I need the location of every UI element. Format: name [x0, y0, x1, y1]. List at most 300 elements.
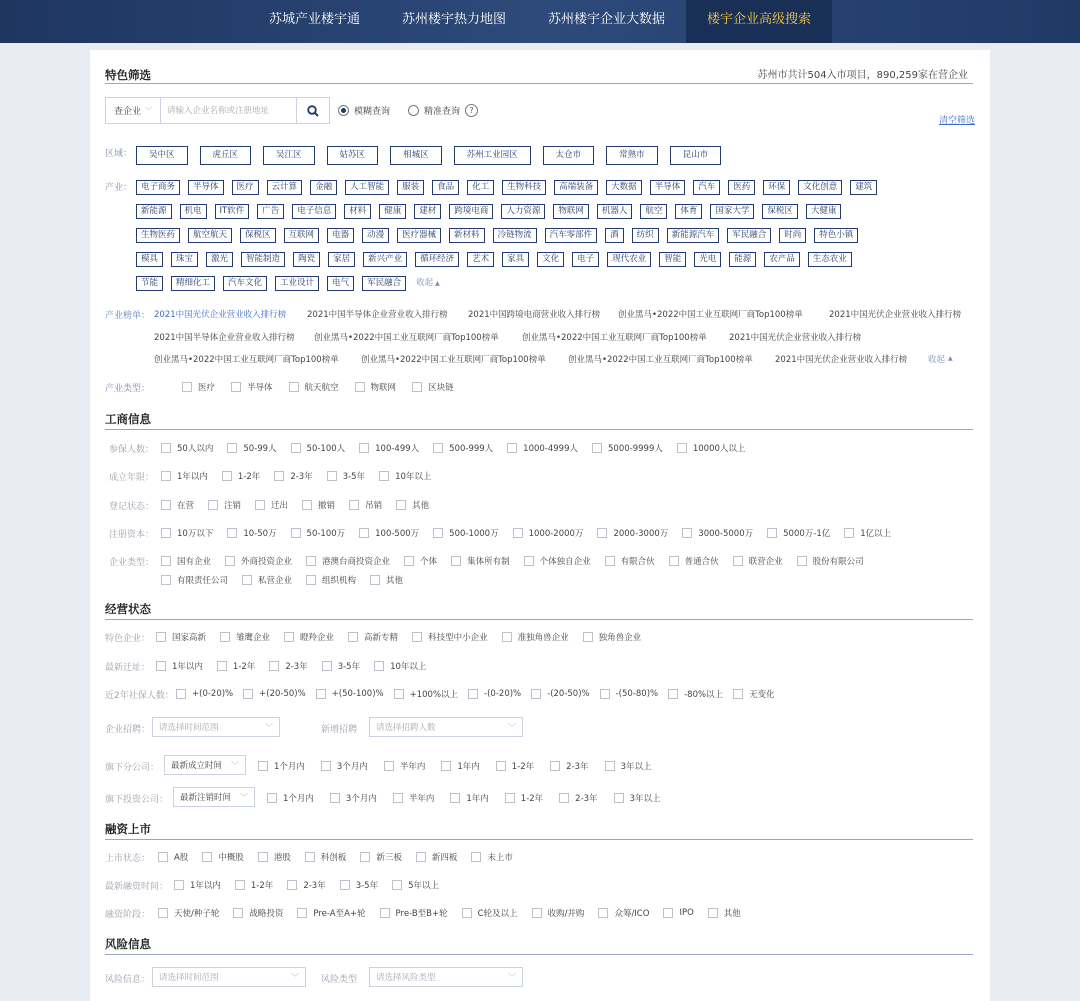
industry-tag[interactable]: 跨境电商: [449, 204, 493, 219]
checkbox-option[interactable]: [433, 527, 498, 539]
checkbox-icon: [291, 443, 301, 453]
checkbox-option[interactable]: [733, 688, 775, 700]
industry-tag-row: [136, 228, 866, 243]
checkbox-icon: [161, 556, 171, 566]
checkbox-option[interactable]: [217, 660, 255, 672]
checkbox-option[interactable]: [797, 555, 864, 567]
checkbox-icon: [158, 908, 168, 918]
checkbox-label: 10000人以上: [692, 444, 746, 454]
industry-tag[interactable]: 新材料: [449, 228, 485, 243]
checkbox-option[interactable]: [531, 689, 589, 699]
industry-tag[interactable]: 材料: [344, 204, 371, 219]
ranking-link[interactable]: 创业黑马•2022中国工业互联网厂商Top100榜单: [314, 333, 499, 343]
checkbox-option[interactable]: [274, 470, 312, 482]
checkbox-row: [161, 527, 905, 539]
checkbox-option[interactable]: [392, 879, 439, 891]
checkbox-option[interactable]: [532, 907, 585, 919]
checkbox-option[interactable]: [161, 527, 213, 539]
area-tag[interactable]: 姑苏区: [327, 146, 379, 165]
checkbox-label: 个体独自企业: [539, 557, 591, 567]
industry-tag[interactable]: 电子: [572, 252, 599, 267]
checkbox-option[interactable]: [682, 527, 753, 539]
industry-tag[interactable]: 体育: [675, 204, 702, 219]
ranking-link[interactable]: 2021中国光伏企业营业收入排行榜: [829, 310, 962, 320]
industry-tag[interactable]: 半导体: [650, 180, 686, 195]
checkbox-option[interactable]: [708, 907, 741, 919]
branch-label: 旗下分公司：: [105, 763, 160, 773]
checkbox-option[interactable]: [614, 792, 661, 804]
invest-time-select[interactable]: 最新注销时间 ﹀: [173, 787, 255, 807]
risk-time-select[interactable]: 请选择时间范围 ﹀: [152, 967, 306, 987]
industry-tag[interactable]: 现代农业: [607, 252, 651, 267]
industry-tag[interactable]: 金融: [310, 180, 337, 195]
nav-item[interactable]: 苏城产业楼宇通: [268, 12, 360, 27]
industry-type-options: [182, 381, 470, 393]
industry-tag[interactable]: 模具: [136, 252, 163, 267]
checkbox-option[interactable]: [302, 499, 335, 511]
checkbox-option[interactable]: [597, 527, 668, 539]
ranking-link[interactable]: 创业黑马•2022中国工业互联网厂商Top100榜单: [618, 310, 803, 320]
checkbox-option[interactable]: [227, 527, 276, 539]
industry-tag[interactable]: 化工: [467, 180, 494, 195]
industry-tag[interactable]: 服装: [397, 180, 424, 195]
checkbox-option[interactable]: [668, 688, 723, 700]
industry-tag[interactable]: 酒: [605, 228, 624, 243]
checkbox-option[interactable]: [182, 381, 215, 393]
checkbox-option[interactable]: [416, 851, 458, 863]
checkbox-label: 3-5年: [355, 881, 379, 891]
ranking-collapse-toggle[interactable]: 收起: [928, 355, 946, 365]
checkbox-option[interactable]: [287, 879, 325, 891]
checkbox-option[interactable]: [663, 908, 693, 918]
checkbox-option[interactable]: [496, 760, 534, 772]
industry-tag[interactable]: 军民融合: [362, 276, 406, 291]
checkbox-icon: [208, 500, 218, 510]
clear-filters-link[interactable]: 清空筛选: [938, 116, 975, 126]
checkbox-option[interactable]: [559, 792, 597, 804]
checkbox-label: 未上市: [487, 853, 513, 863]
industry-tag[interactable]: 智能制造: [241, 252, 285, 267]
checkbox-option[interactable]: [316, 689, 384, 699]
nav-item[interactable]: 楼宇企业高级搜索: [686, 0, 832, 43]
industry-tag[interactable]: 半导体: [188, 180, 224, 195]
ranking-link[interactable]: 2021中国光伏企业营业收入排行榜: [154, 310, 287, 320]
industry-tag[interactable]: 光电: [694, 252, 721, 267]
industry-tag[interactable]: 医药: [728, 180, 755, 195]
checkbox-option[interactable]: [220, 631, 270, 643]
checkbox-option[interactable]: [359, 442, 419, 454]
chevron-down-icon: ﹀: [240, 792, 248, 802]
checkbox-option[interactable]: [355, 381, 397, 393]
industry-tag[interactable]: 汽车文化: [223, 276, 267, 291]
nav-item[interactable]: 苏州楼宇企业大数据: [548, 12, 666, 27]
checkbox-label: 有限合伙: [620, 557, 655, 567]
collapse-toggle[interactable]: 收起: [416, 278, 434, 288]
industry-tag[interactable]: 保税区: [240, 228, 276, 243]
checkbox-icon: [507, 443, 517, 453]
checkbox-label: 瞪羚企业: [300, 633, 335, 643]
checkbox-icon: [797, 556, 807, 566]
industry-tag[interactable]: 时尚: [779, 228, 806, 243]
checkbox-icon: [583, 632, 593, 642]
industry-tag[interactable]: 节能: [136, 276, 163, 291]
area-tag[interactable]: 常熟市: [606, 146, 658, 165]
checkbox-option[interactable]: [462, 907, 518, 919]
checkbox-option[interactable]: [441, 760, 479, 772]
industry-tag[interactable]: 物联网: [553, 204, 589, 219]
industry-tag[interactable]: 保税区: [762, 204, 798, 219]
ranking-link[interactable]: 2021中国光伏企业营业收入排行榜: [775, 355, 908, 365]
checkbox-option[interactable]: [507, 442, 578, 454]
industry-tag[interactable]: 纺织: [632, 228, 659, 243]
operation-status-title: 经营状态: [105, 602, 151, 616]
checkbox-option[interactable]: [598, 907, 649, 919]
checkbox-label: 3个月内: [345, 794, 377, 804]
fuzzy-query-radio[interactable]: 模糊查询: [338, 104, 390, 117]
industry-tag[interactable]: 国家大学: [710, 204, 754, 219]
checkbox-option[interactable]: [258, 851, 291, 863]
filter-label: 上市状态：: [105, 854, 151, 864]
checkbox-icon: [161, 471, 171, 481]
industry-tag[interactable]: 广告: [257, 204, 284, 219]
checkbox-option[interactable]: [379, 470, 431, 482]
checkbox-label: 1-2年: [237, 472, 261, 482]
checkbox-option[interactable]: [404, 555, 437, 567]
checkbox-option[interactable]: [305, 851, 347, 863]
filter-label: 融资阶段：: [105, 910, 151, 920]
checkbox-option[interactable]: [161, 442, 213, 454]
ranking-link[interactable]: 2021中国光伏企业营业收入排行榜: [729, 333, 862, 343]
checkbox-option[interactable]: [235, 879, 273, 891]
section-divider: [105, 954, 973, 955]
industry-tag[interactable]: 生态农业: [808, 252, 852, 267]
checkbox-option[interactable]: [412, 631, 488, 643]
checkbox-icon: [733, 689, 743, 699]
checkbox-option[interactable]: [208, 499, 241, 511]
checkbox-option[interactable]: [227, 442, 276, 454]
checkbox-icon: [682, 528, 692, 538]
industry-tag[interactable]: 电气: [327, 276, 354, 291]
checkbox-option[interactable]: [450, 792, 488, 804]
checkbox-option[interactable]: [161, 470, 208, 482]
industry-tag[interactable]: 精细化工: [171, 276, 215, 291]
checkbox-label: 500-999人: [449, 444, 494, 454]
checkbox-option[interactable]: [202, 851, 244, 863]
area-tag[interactable]: 苏州工业园区: [454, 146, 531, 165]
ranking-link[interactable]: 创业黑马•2022中国工业互联网厂商Top100榜单: [522, 333, 707, 343]
industry-tag[interactable]: 循环经济: [415, 252, 459, 267]
financing-title: 融资上市: [105, 822, 151, 836]
checkbox-option[interactable]: [258, 760, 305, 772]
industry-tag[interactable]: 能源: [729, 252, 756, 267]
risk-info-title: 风险信息: [105, 937, 151, 951]
checkbox-icon: [227, 528, 237, 538]
checkbox-label: 迁出: [271, 501, 289, 511]
filter-label: 企业类型：: [109, 558, 155, 568]
checkbox-option[interactable]: [669, 555, 719, 567]
checkbox-option[interactable]: [330, 792, 377, 804]
checkbox-option[interactable]: [370, 574, 403, 586]
checkbox-label: 独角兽企业: [598, 633, 642, 643]
industry-tag[interactable]: 生物科技: [502, 180, 546, 195]
checkbox-option[interactable]: [267, 792, 314, 804]
industry-tag[interactable]: 文化创意: [798, 180, 842, 195]
checkbox-label: 医疗: [198, 383, 216, 393]
checkbox-option[interactable]: [605, 760, 652, 772]
ranking-link[interactable]: 2021中国跨境电商营业收入排行榜: [468, 310, 601, 320]
industry-tag[interactable]: 激光: [206, 252, 233, 267]
checkbox-icon: [605, 556, 615, 566]
ranking-link[interactable]: 2021中国半导体企业营业收入排行榜: [307, 310, 448, 320]
checkbox-icon: [597, 528, 607, 538]
industry-tag[interactable]: 智能: [659, 252, 686, 267]
industry-tag[interactable]: 特色小镇: [814, 228, 858, 243]
industry-tag[interactable]: 建材: [414, 204, 441, 219]
checkbox-option[interactable]: [158, 851, 188, 863]
checkbox-option[interactable]: [255, 499, 288, 511]
checkbox-option[interactable]: [161, 555, 211, 567]
industry-tag[interactable]: 健康: [379, 204, 406, 219]
industry-tag[interactable]: 食品: [432, 180, 459, 195]
checkbox-label: 1年以内: [190, 881, 221, 891]
checkbox-option[interactable]: [233, 907, 283, 919]
search-button[interactable]: [296, 98, 329, 123]
checkbox-icon: [284, 632, 294, 642]
checkbox-option[interactable]: [291, 527, 346, 539]
industry-tag[interactable]: 文化: [537, 252, 564, 267]
checkbox-option[interactable]: [161, 499, 194, 511]
industry-tag[interactable]: 新能源: [136, 204, 172, 219]
area-tag[interactable]: 太仓市: [543, 146, 595, 165]
exact-query-radio[interactable]: 精准查询 ?: [408, 104, 478, 117]
chevron-down-icon: ﹀: [265, 722, 273, 732]
search-input[interactable]: [161, 98, 296, 123]
area-tag[interactable]: 吴中区: [136, 146, 188, 165]
checkbox-label: 半导体: [247, 383, 273, 393]
checkbox-option[interactable]: [176, 689, 233, 699]
recruit-time-select[interactable]: 请选择时间范围 ﹀: [152, 717, 280, 737]
industry-tag[interactable]: 环保: [763, 180, 790, 195]
filter-label: 注册资本：: [109, 530, 155, 540]
industry-tag[interactable]: 新能源汽车: [667, 228, 720, 243]
checkbox-label: 2-3年: [566, 762, 589, 772]
checkbox-row: [156, 631, 655, 643]
checkbox-icon: [255, 500, 265, 510]
checkbox-option[interactable]: [412, 381, 454, 393]
checkbox-icon: [513, 528, 523, 538]
area-tag[interactable]: 虎丘区: [200, 146, 252, 165]
checkbox-row: [158, 851, 527, 863]
checkbox-icon: [559, 793, 569, 803]
checkbox-label: 2-3年: [303, 881, 326, 891]
help-icon[interactable]: ?: [465, 104, 478, 117]
checkbox-option[interactable]: [297, 907, 365, 919]
top-nav-menu: [248, 0, 832, 43]
checkbox-label: 1-2年: [511, 762, 535, 772]
checkbox-option[interactable]: [592, 442, 663, 454]
industry-tag[interactable]: 军民融合: [727, 228, 771, 243]
industry-tag[interactable]: 家居: [328, 252, 355, 267]
checkbox-row: [161, 499, 443, 511]
checkbox-option[interactable]: [156, 631, 206, 643]
checkbox-option[interactable]: [289, 381, 339, 393]
checkbox-option[interactable]: [231, 381, 273, 393]
industry-tag[interactable]: 动漫: [362, 228, 389, 243]
checkbox-label: 私营企业: [258, 576, 293, 586]
checkbox-option[interactable]: [468, 689, 521, 699]
checkbox-option[interactable]: [844, 527, 891, 539]
industry-tag[interactable]: 电子信息: [292, 204, 336, 219]
checkbox-option[interactable]: [349, 499, 382, 511]
ranking-link[interactable]: 创业黑马•2022中国工业互联网厂商Top100榜单: [154, 355, 339, 365]
checkbox-option[interactable]: [600, 689, 658, 699]
industry-tag[interactable]: 人力资源: [501, 204, 545, 219]
industry-tag[interactable]: 新兴产业: [363, 252, 407, 267]
checkbox-option[interactable]: [284, 631, 334, 643]
checkbox-label: 100-499人: [375, 444, 420, 454]
checkbox-icon: [496, 761, 506, 771]
checkbox-option[interactable]: [380, 907, 448, 919]
ranking-link[interactable]: 2021中国半导体企业营业收入排行榜: [154, 333, 295, 343]
checkbox-icon: [289, 382, 299, 392]
checkbox-icon: [844, 528, 854, 538]
checkbox-icon: [433, 443, 443, 453]
checkbox-option[interactable]: [156, 660, 203, 672]
checkbox-option[interactable]: [550, 760, 588, 772]
checkbox-option[interactable]: [306, 555, 390, 567]
checkbox-option[interactable]: [384, 760, 426, 772]
checkbox-option[interactable]: [605, 555, 655, 567]
checkbox-option[interactable]: [767, 527, 830, 539]
area-tag[interactable]: 昆山市: [670, 146, 722, 165]
ranking-link[interactable]: 创业黑马•2022中国工业互联网厂商Top100榜单: [568, 355, 753, 365]
checkbox-icon: [306, 556, 316, 566]
industry-tag[interactable]: 电子商务: [136, 180, 180, 195]
industry-tag[interactable]: 高端装备: [554, 180, 598, 195]
checkbox-option[interactable]: [225, 555, 292, 567]
industry-tag[interactable]: 生物医药: [136, 228, 180, 243]
checkbox-icon: [235, 880, 245, 890]
filter-panel: [90, 50, 990, 1001]
checkbox-option[interactable]: [340, 879, 378, 891]
industry-tag[interactable]: 家具: [502, 252, 529, 267]
checkbox-option[interactable]: [396, 499, 429, 511]
checkbox-icon: [360, 852, 370, 862]
industry-tag[interactable]: 航空: [640, 204, 667, 219]
industry-tag[interactable]: 航空航天: [188, 228, 232, 243]
industry-tag[interactable]: 陶瓷: [293, 252, 320, 267]
checkbox-option[interactable]: [505, 792, 543, 804]
business-info-title: 工商信息: [105, 412, 151, 426]
checkbox-icon: [182, 382, 192, 392]
checkbox-icon: [393, 793, 403, 803]
checkbox-label: 其他: [412, 501, 430, 511]
checkbox-option[interactable]: [242, 574, 292, 586]
checkbox-label: +(0-20)%: [192, 689, 234, 699]
industry-tag[interactable]: 互联网: [284, 228, 320, 243]
checkbox-option[interactable]: [394, 688, 458, 700]
checkbox-option[interactable]: [306, 574, 356, 586]
checkbox-option[interactable]: [393, 792, 435, 804]
ranking-label: 产业榜单：: [105, 311, 151, 321]
checkbox-label: 吊销: [365, 501, 383, 511]
checkbox-icon: [156, 632, 166, 642]
industry-tag[interactable]: 大健康: [806, 204, 842, 219]
industry-tag[interactable]: IT软件: [215, 204, 250, 219]
checkbox-icon: [258, 761, 268, 771]
industry-tag[interactable]: 机电: [180, 204, 207, 219]
checkbox-option[interactable]: [733, 555, 783, 567]
checkbox-option[interactable]: [583, 631, 642, 643]
industry-tag[interactable]: 大数据: [606, 180, 642, 195]
checkbox-option[interactable]: [321, 760, 368, 772]
checkbox-option[interactable]: [359, 527, 419, 539]
checkbox-option[interactable]: [327, 470, 365, 482]
checkbox-option[interactable]: [269, 660, 307, 672]
industry-tag[interactable]: 人工智能: [345, 180, 389, 195]
checkbox-option[interactable]: [433, 442, 493, 454]
industry-type-label: 产业类型：: [105, 384, 151, 394]
filter-label: 成立年限：: [109, 473, 155, 483]
area-tag[interactable]: 吴江区: [263, 146, 315, 165]
industry-tag[interactable]: 医疗: [232, 180, 259, 195]
checkbox-option[interactable]: [451, 555, 510, 567]
ranking-link[interactable]: 创业黑马•2022中国工业互联网厂商Top100榜单: [361, 355, 546, 365]
industry-tag[interactable]: 工业设计: [275, 276, 319, 291]
checkbox-label: 2000-3000万: [613, 529, 669, 539]
checkbox-icon: [161, 528, 171, 538]
industry-tag[interactable]: 农产品: [764, 252, 800, 267]
checkbox-option[interactable]: [222, 470, 260, 482]
search-type-select[interactable]: 查企业 ﹀: [106, 98, 161, 123]
new-recruit-select[interactable]: 请选择招聘人数 ﹀: [369, 717, 523, 737]
checkbox-option[interactable]: [524, 555, 591, 567]
checkbox-icon: [327, 471, 337, 481]
checkbox-option[interactable]: [471, 851, 513, 863]
filter-label: 最新迁址：: [105, 663, 151, 673]
checkbox-label: 普通合伙: [684, 557, 719, 567]
industry-tag[interactable]: 机器人: [597, 204, 633, 219]
checkbox-option[interactable]: [374, 660, 426, 672]
industry-tag[interactable]: 电器: [327, 228, 354, 243]
area-tag[interactable]: 相城区: [390, 146, 442, 165]
industry-tag[interactable]: 冷链物流: [493, 228, 537, 243]
industry-tag[interactable]: 艺术: [467, 252, 494, 267]
checkbox-option[interactable]: [161, 574, 228, 586]
risk-type-select[interactable]: 请选择风险类型 ﹀: [369, 967, 523, 987]
checkbox-option[interactable]: [243, 689, 306, 699]
checkbox-icon: [359, 528, 369, 538]
checkbox-option[interactable]: [502, 631, 569, 643]
industry-tag[interactable]: 云计算: [267, 180, 303, 195]
checkbox-option[interactable]: [348, 631, 398, 643]
industry-tag[interactable]: 医疗器械: [397, 228, 441, 243]
checkbox-option[interactable]: [360, 851, 402, 863]
industry-tag[interactable]: 建筑: [850, 180, 877, 195]
checkbox-option[interactable]: [174, 879, 221, 891]
branch-time-select[interactable]: 最新成立时间 ﹀: [164, 755, 246, 775]
checkbox-icon: [258, 852, 268, 862]
checkbox-option[interactable]: [677, 442, 746, 454]
nav-item[interactable]: 苏州楼宇热力地图: [401, 12, 506, 27]
industry-tag[interactable]: 汽车零部件: [545, 228, 598, 243]
checkbox-option[interactable]: [513, 527, 584, 539]
checkbox-option[interactable]: [158, 907, 219, 919]
checkbox-option[interactable]: [322, 660, 360, 672]
industry-tag[interactable]: 汽车: [693, 180, 720, 195]
checkbox-option[interactable]: [291, 442, 346, 454]
industry-tag[interactable]: 珠宝: [171, 252, 198, 267]
